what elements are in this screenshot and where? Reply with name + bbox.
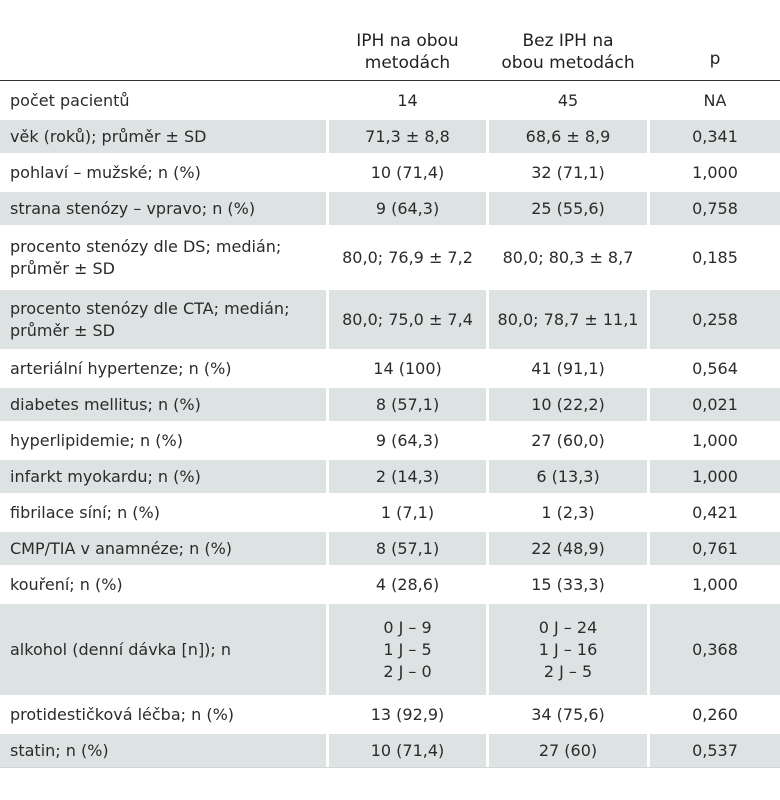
iph-value-cell-text: 10 (71,4) <box>370 162 445 182</box>
table-row <box>0 117 780 153</box>
table-row <box>0 493 780 529</box>
table-row <box>0 529 780 565</box>
row-label-cell-text: hyperlipidemie; n (%) <box>10 430 183 450</box>
iph-value-cell <box>326 352 486 385</box>
header-iph-line: IPH na obou <box>356 31 459 51</box>
table-header-row <box>0 0 780 81</box>
iph-value-cell <box>326 84 486 117</box>
iph-value-cell-text: 8 (57,1) <box>375 394 440 414</box>
p-value-text: 0,537 <box>692 740 738 760</box>
row-label-cell-text: alkohol (denní dávka [n]); n <box>10 639 232 659</box>
iph-value-cell-text: 71,3 ± 8,8 <box>365 126 450 146</box>
table-row <box>0 287 780 349</box>
iph-value-cell-text: 2 J – 0 <box>383 661 432 681</box>
iph-value-cell <box>326 424 486 457</box>
iph-value-cell <box>326 192 486 225</box>
p-value-cell <box>647 156 780 189</box>
bez-iph-value-cell-text: 2 J – 5 <box>543 661 593 681</box>
bez-iph-value-cell <box>486 734 647 767</box>
p-value-cell <box>647 532 780 565</box>
row-label-cell <box>0 388 326 421</box>
row-label-cell-text: fibrilace síní; n (%) <box>10 502 160 522</box>
row-label-cell <box>0 460 326 493</box>
p-value-cell <box>647 568 780 601</box>
iph-value-cell-text: 1 (7,1) <box>380 502 435 522</box>
p-value-text: 0,258 <box>692 309 738 329</box>
table-row <box>0 385 780 421</box>
table-row <box>0 421 780 457</box>
header-iph-line: metodách <box>364 53 451 73</box>
iph-value-cell-text: 14 <box>397 90 418 110</box>
header-p-label: p <box>709 49 721 69</box>
iph-value-cell <box>326 460 486 493</box>
row-label-cell <box>0 496 326 529</box>
bez-iph-value-cell <box>486 228 647 287</box>
row-label-cell <box>0 290 326 349</box>
row-label-cell-text: arteriální hypertenze; n (%) <box>10 358 232 378</box>
table-row <box>0 565 780 601</box>
table-row <box>0 153 780 189</box>
bez-iph-value-cell-text: 34 (75,6) <box>531 704 605 724</box>
bez-iph-value-cell <box>486 496 647 529</box>
bez-iph-value-cell <box>486 604 647 695</box>
row-label-cell <box>0 698 326 731</box>
p-value-cell <box>647 424 780 457</box>
bez-iph-value-cell-text: 22 (48,9) <box>531 538 605 558</box>
row-label-cell <box>0 84 326 117</box>
iph-value-cell-text: 13 (92,9) <box>370 704 445 724</box>
header-iph <box>326 0 486 80</box>
table-row <box>0 81 780 117</box>
iph-value-cell-text: 14 (100) <box>373 358 442 378</box>
table-row <box>0 731 780 767</box>
p-value-text: 1,000 <box>692 162 738 182</box>
p-value-text: NA <box>703 90 727 110</box>
bez-iph-value-cell-text: 10 (22,2) <box>531 394 605 414</box>
bez-iph-value-cell-text: 1 (2,3) <box>541 502 595 522</box>
header-bez-line: obou metodách <box>501 53 635 73</box>
bez-iph-value-cell-text: 6 (13,3) <box>536 466 600 486</box>
p-value-text: 0,341 <box>692 126 738 146</box>
iph-value-cell <box>326 120 486 153</box>
p-value-text: 0,564 <box>692 358 738 378</box>
bez-iph-value-cell <box>486 460 647 493</box>
row-label-cell <box>0 568 326 601</box>
bez-iph-value-cell-text: 80,0; 78,7 ± 11,1 <box>497 309 639 329</box>
p-value-cell <box>647 290 780 349</box>
row-label-cell <box>0 604 326 695</box>
row-label-cell-text: procento stenózy dle DS; medián; <box>10 236 282 256</box>
table-row <box>0 225 780 287</box>
p-value-cell <box>647 120 780 153</box>
p-value-text: 1,000 <box>692 574 738 594</box>
row-label-cell-text: diabetes mellitus; n (%) <box>10 394 201 414</box>
bez-iph-value-cell-text: 15 (33,3) <box>531 574 605 594</box>
bez-iph-value-cell <box>486 120 647 153</box>
row-label-cell-text: pohlaví – mužské; n (%) <box>10 162 201 182</box>
iph-value-cell <box>326 698 486 731</box>
row-label-cell-text: statin; n (%) <box>10 740 109 760</box>
p-value-cell <box>647 352 780 385</box>
p-value-text: 1,000 <box>692 466 738 486</box>
row-label-cell-text: CMP/TIA v anamnéze; n (%) <box>10 538 233 558</box>
table-row <box>0 457 780 493</box>
bez-iph-value-cell <box>486 192 647 225</box>
row-label-cell-text: kouření; n (%) <box>10 574 123 594</box>
iph-value-cell <box>326 604 486 695</box>
bez-iph-value-cell-text: 68,6 ± 8,9 <box>525 126 611 146</box>
row-label-cell-text: počet pacientů <box>10 90 130 110</box>
p-value-text: 0,368 <box>692 639 738 659</box>
row-label-cell <box>0 424 326 457</box>
p-value-text: 0,021 <box>692 394 738 414</box>
p-value-text: 0,761 <box>692 538 738 558</box>
p-value-text: 0,421 <box>692 502 738 522</box>
table-row <box>0 349 780 385</box>
row-label-cell-text: procento stenózy dle CTA; medián; <box>10 298 290 318</box>
bez-iph-value-cell-text: 32 (71,1) <box>531 162 605 182</box>
header-label-cell <box>0 0 326 80</box>
iph-value-cell-text: 2 (14,3) <box>375 466 440 486</box>
p-value-cell <box>647 84 780 117</box>
row-label-cell-text: průměr ± SD <box>10 258 115 278</box>
p-value-text: 1,000 <box>692 430 738 450</box>
iph-value-cell-text: 9 (64,3) <box>375 430 440 450</box>
p-value-cell <box>647 698 780 731</box>
bez-iph-value-cell <box>486 156 647 189</box>
bez-iph-value-cell-text: 0 J – 24 <box>538 617 598 637</box>
header-bez-iph <box>486 0 647 80</box>
bez-iph-value-cell-text: 25 (55,6) <box>531 198 605 218</box>
iph-value-cell-text: 80,0; 76,9 ± 7,2 <box>342 247 473 267</box>
bez-iph-value-cell <box>486 388 647 421</box>
bez-iph-value-cell <box>486 290 647 349</box>
row-label-cell <box>0 192 326 225</box>
row-label-cell-text: protidestičková léčba; n (%) <box>10 704 235 724</box>
iph-value-cell-text: 8 (57,1) <box>375 538 440 558</box>
row-label-cell-text: průměr ± SD <box>10 320 115 340</box>
bez-iph-value-cell-text: 1 J – 16 <box>538 639 598 659</box>
bez-iph-value-cell <box>486 698 647 731</box>
table-row <box>0 695 780 731</box>
bez-iph-value-cell-text: 27 (60,0) <box>531 430 605 450</box>
iph-value-cell-text: 0 J – 9 <box>383 617 432 637</box>
row-label-cell <box>0 352 326 385</box>
p-value-cell <box>647 388 780 421</box>
p-value-cell <box>647 734 780 767</box>
bez-iph-value-cell-text: 45 <box>557 90 579 110</box>
iph-value-cell-text: 80,0; 75,0 ± 7,4 <box>342 309 473 329</box>
row-label-cell <box>0 156 326 189</box>
bez-iph-value-cell-text: 80,0; 80,3 ± 8,7 <box>502 247 634 267</box>
bez-iph-value-cell <box>486 532 647 565</box>
row-label-cell <box>0 120 326 153</box>
row-label-cell-text: strana stenózy – vpravo; n (%) <box>10 198 256 218</box>
iph-value-cell <box>326 532 486 565</box>
table-row <box>0 189 780 225</box>
p-value-cell <box>647 496 780 529</box>
p-value-cell <box>647 460 780 493</box>
bez-iph-value-cell <box>486 568 647 601</box>
row-label-cell-text: infarkt myokardu; n (%) <box>10 466 201 486</box>
iph-value-cell <box>326 734 486 767</box>
bez-iph-value-cell <box>486 424 647 457</box>
row-label-cell <box>0 228 326 287</box>
p-value-cell <box>647 192 780 225</box>
iph-value-cell <box>326 388 486 421</box>
table-row <box>0 601 780 695</box>
p-value-cell <box>647 604 780 695</box>
p-value-cell <box>647 228 780 287</box>
p-value-text: 0,185 <box>692 247 738 267</box>
iph-value-cell <box>326 228 486 287</box>
table-bottom-rule <box>0 767 780 768</box>
table-body <box>0 81 780 767</box>
iph-value-cell <box>326 290 486 349</box>
bez-iph-value-cell <box>486 352 647 385</box>
bez-iph-value-cell-text: 27 (60) <box>538 740 598 760</box>
header-bez-line: Bez IPH na <box>522 31 614 51</box>
iph-value-cell-text: 1 J – 5 <box>383 639 432 659</box>
iph-value-cell-text: 4 (28,6) <box>375 574 440 594</box>
p-value-text: 0,260 <box>692 704 738 724</box>
row-label-cell <box>0 734 326 767</box>
p-value-text: 0,758 <box>692 198 738 218</box>
row-label-cell <box>0 532 326 565</box>
iph-value-cell-text: 10 (71,4) <box>370 740 445 760</box>
iph-value-cell-text: 9 (64,3) <box>375 198 440 218</box>
header-p <box>647 0 780 80</box>
iph-value-cell <box>326 568 486 601</box>
row-label-cell-text: věk (roků); průměr ± SD <box>10 126 207 146</box>
bez-iph-value-cell <box>486 84 647 117</box>
iph-value-cell <box>326 156 486 189</box>
iph-value-cell <box>326 496 486 529</box>
bez-iph-value-cell-text: 41 (91,1) <box>531 358 605 378</box>
